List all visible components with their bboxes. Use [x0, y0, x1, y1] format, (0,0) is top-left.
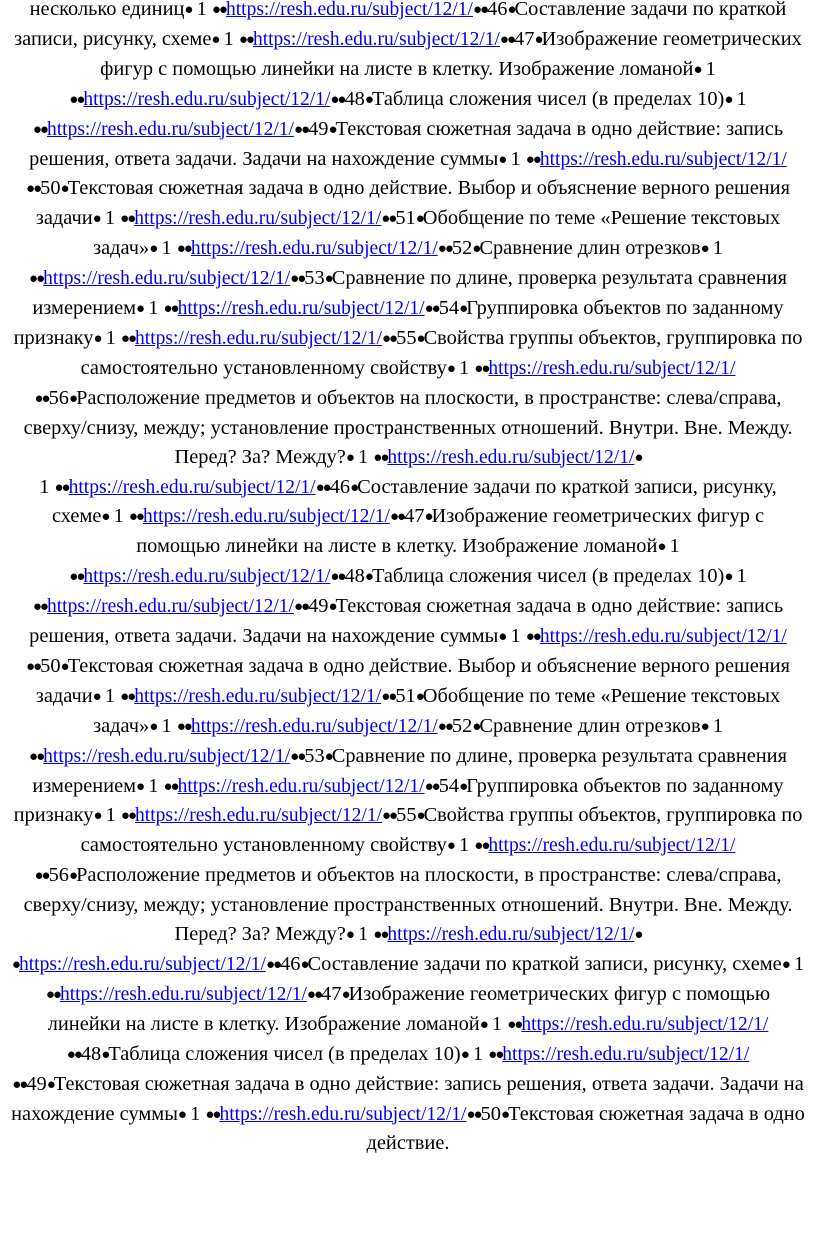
body-text: 55 — [396, 804, 417, 827]
bullet-icon: ● — [93, 808, 101, 825]
double-bullet-icon: ●● — [29, 748, 44, 765]
body-text: 51 — [395, 207, 416, 230]
body-text: Изображение геометрических фигур с помощью линейки на листе в клетку. Изображение ломаной — [136, 505, 765, 558]
bullet-icon: ● — [69, 868, 77, 885]
double-bullet-icon: ●● — [525, 629, 540, 646]
body-text: 46 — [487, 0, 508, 20]
double-bullet-icon: ●● — [466, 1106, 481, 1123]
bullet-icon: ● — [657, 539, 665, 556]
body-text: 51 — [395, 684, 416, 707]
bullet-icon: ● — [500, 1106, 509, 1123]
bullet-icon: ● — [634, 449, 642, 466]
bullet-icon: ● — [364, 569, 372, 586]
bullet-icon: ● — [136, 301, 144, 318]
bullet-icon: ● — [341, 986, 349, 1003]
double-bullet-icon: ●● — [507, 1016, 522, 1033]
text-paragraph — [14, 476, 803, 946]
body-text: несколько единиц — [29, 0, 185, 20]
bullet-icon: ● — [781, 957, 789, 973]
double-bullet-icon: ●● — [265, 957, 281, 973]
body-text: 47 — [321, 982, 342, 1005]
body-text: 1 — [467, 1042, 489, 1065]
bullet-icon: ● — [364, 91, 372, 108]
body-text: Расположение предметов и объектов на плоскости, в пространстве: слева/справа, сверху/снизу, между; установление пространственных отношений. Внутри. Вне. Между. Перед? За? Между? — [23, 386, 793, 468]
bullet-icon: ● — [472, 718, 480, 735]
body-text: 46 — [280, 953, 301, 975]
resh-link[interactable]: https://resh.edu.ru/subject/12/1/ — [43, 268, 291, 290]
body-text: 47 — [514, 27, 535, 50]
resh-link[interactable]: https://resh.edu.ru/subject/12/1/ — [134, 685, 382, 707]
double-bullet-icon: ●● — [205, 1106, 220, 1123]
double-bullet-icon: ●● — [373, 927, 388, 944]
double-bullet-icon: ●● — [26, 181, 41, 198]
double-bullet-icon: ●● — [499, 31, 515, 48]
double-bullet-icon: ●● — [437, 718, 452, 735]
body-text: 1 — [352, 445, 374, 468]
body-text: Сравнение длин отрезков — [479, 237, 701, 260]
body-text: 49 — [308, 595, 329, 618]
double-bullet-icon: ●● — [382, 330, 397, 347]
body-text: Группировка объектов по заданному признаку — [13, 774, 784, 827]
body-text: 53 — [304, 744, 325, 767]
body-text: Обобщение по теме «Решение текстовых задач» — [93, 207, 781, 260]
body-text: Свойства группы объектов, группировка по самостоятельно установленному свойству — [80, 804, 803, 857]
body-text: 50 — [480, 1102, 501, 1125]
bullet-icon: ● — [60, 658, 68, 675]
double-bullet-icon: ●● — [45, 986, 60, 1003]
resh-link[interactable]: https://resh.edu.ru/subject/12/1/ — [43, 745, 291, 767]
bullet-icon: ● — [446, 838, 454, 855]
resh-link[interactable]: https://resh.edu.ru/subject/12/1/ — [190, 715, 438, 737]
body-text: Текстовая сюжетная задача в одно действие: запись решения, ответа задачи. Задачи на нахождение суммы — [29, 595, 784, 648]
body-text: 52 — [451, 237, 473, 260]
double-bullet-icon: ●● — [424, 301, 439, 318]
body-text: 1 — [707, 237, 723, 260]
double-bullet-icon: ●● — [211, 2, 226, 18]
body-text: 1 — [700, 57, 716, 80]
bullet-icon: ● — [300, 957, 308, 973]
body-text: 50 — [40, 654, 61, 677]
body-text: Изображение геометрических фигур с помощью линейки на листе в клетку. Изображение ломаной — [100, 27, 802, 80]
resh-link[interactable]: https://resh.edu.ru/subject/12/1/ — [219, 1103, 467, 1125]
double-bullet-icon: ●● — [474, 838, 489, 855]
double-bullet-icon: ●● — [34, 868, 49, 885]
body-text: Обобщение по теме «Решение текстовых задач» — [93, 684, 781, 737]
body-text: 56 — [48, 386, 69, 409]
body-text: Свойства группы объектов, группировка по самостоятельно установленному свойству — [80, 326, 803, 379]
double-bullet-icon: ●● — [54, 479, 69, 496]
double-bullet-icon: ●● — [472, 2, 488, 18]
double-bullet-icon: ●● — [128, 509, 143, 526]
body-text: Сравнение длин отрезков — [479, 714, 701, 737]
text-paragraph — [14, 0, 803, 468]
double-bullet-icon: ●● — [66, 1046, 81, 1063]
body-text: 52 — [451, 714, 473, 737]
body-text: 1 — [108, 505, 129, 528]
double-bullet-icon: ●● — [381, 211, 396, 228]
bullet-icon: ● — [328, 121, 336, 138]
double-bullet-icon: ●● — [120, 330, 136, 347]
body-text: 49 — [308, 117, 329, 140]
double-bullet-icon: ●● — [32, 599, 47, 616]
body-text: 54 — [438, 774, 460, 797]
double-bullet-icon: ●● — [238, 31, 253, 48]
double-bullet-icon: ●● — [69, 569, 84, 586]
double-bullet-icon: ●● — [163, 778, 178, 795]
bullet-icon: ● — [69, 390, 77, 407]
bullet-icon: ● — [60, 181, 68, 198]
bullet-icon: ● — [324, 271, 332, 288]
resh-link[interactable]: https://resh.edu.ru/subject/12/1/ — [225, 0, 473, 20]
resh-link[interactable]: https://resh.edu.ru/subject/12/1/ — [488, 357, 736, 379]
document-text — [10, 0, 806, 1158]
body-text: 48 — [80, 1042, 102, 1065]
bullet-icon: ● — [345, 927, 353, 944]
bullet-icon: ● — [479, 1016, 487, 1033]
resh-link[interactable]: https://resh.edu.ru/subject/12/1/ — [539, 148, 787, 170]
resh-link[interactable]: https://resh.edu.ru/subject/12/1/ — [539, 626, 787, 648]
body-text: 55 — [396, 326, 417, 349]
bullet-icon: ● — [149, 241, 157, 258]
double-bullet-icon: ●● — [34, 390, 49, 407]
body-text: 54 — [438, 297, 460, 320]
body-text: 1 — [707, 714, 723, 737]
body-text: 50 — [40, 177, 61, 200]
bullet-icon: ● — [498, 629, 506, 646]
resh-link[interactable]: https://resh.edu.ru/subject/12/1/ — [46, 118, 294, 140]
resh-link[interactable]: https://resh.edu.ru/subject/12/1/ — [134, 208, 382, 230]
double-bullet-icon: ●● — [176, 241, 191, 258]
double-bullet-icon: ●● — [525, 151, 540, 168]
body-text: 1 — [156, 237, 177, 260]
body-text: 1 — [352, 923, 374, 946]
bullet-icon: ● — [724, 91, 732, 108]
body-text: Таблица сложения чисел (в пределах 10) — [371, 87, 725, 110]
body-text: Составление задачи по краткой записи, рисунку, схеме — [14, 0, 787, 50]
bullet-icon: ● — [415, 688, 423, 705]
body-text: 48 — [344, 87, 365, 110]
resh-link[interactable]: https://resh.edu.ru/subject/12/1/ — [177, 298, 425, 320]
bullet-icon: ● — [93, 330, 101, 347]
body-text: Составление задачи по краткой записи, рисунку, схеме — [51, 475, 777, 528]
bullet-icon: ● — [534, 31, 542, 48]
double-bullet-icon: ●● — [330, 569, 345, 586]
double-bullet-icon: ●● — [315, 479, 330, 496]
body-text: 46 — [329, 475, 351, 498]
body-text: 1 — [100, 326, 121, 349]
double-bullet-icon: ●● — [330, 91, 345, 108]
bullet-icon: ● — [149, 718, 157, 735]
bullet-icon: ● — [345, 449, 353, 466]
bullet-icon: ● — [472, 241, 480, 258]
body-text: 1 — [731, 565, 747, 588]
bullet-icon: ● — [507, 2, 515, 18]
bullet-icon: ● — [460, 1046, 468, 1063]
bullet-icon: ● — [324, 748, 332, 765]
bullet-icon: ● — [177, 1106, 185, 1123]
body-text: 47 — [404, 505, 425, 528]
double-bullet-icon: ●● — [163, 301, 178, 318]
double-bullet-icon: ●● — [381, 688, 396, 705]
double-bullet-icon: ●● — [120, 808, 136, 825]
body-text: Таблица сложения чисел (в пределах 10) — [371, 565, 725, 588]
body-text: 48 — [344, 565, 365, 588]
body-text: Таблица сложения чисел (в пределах 10) — [108, 1042, 461, 1065]
double-bullet-icon: ●● — [373, 449, 388, 466]
body-text: 49 — [26, 1072, 47, 1095]
body-text: 1 — [184, 1102, 206, 1125]
bullet-icon: ● — [498, 151, 506, 168]
resh-link[interactable]: https://resh.edu.ru/subject/12/1/ — [83, 88, 331, 110]
bullet-icon: ● — [92, 211, 100, 228]
resh-link[interactable]: https://resh.edu.ru/subject/12/1/ — [252, 28, 500, 50]
body-text: 56 — [48, 864, 69, 887]
body-text: 1 — [100, 804, 121, 827]
resh-link[interactable]: https://resh.edu.ru/subject/12/1/ — [68, 476, 316, 498]
double-bullet-icon: ●● — [424, 778, 439, 795]
bullet-icon: ● — [136, 778, 144, 795]
bullet-icon: ● — [693, 61, 701, 78]
body-text: Текстовая сюжетная задача в одно действие. Выбор и объяснение верного решения задачи — [35, 654, 790, 707]
double-bullet-icon: ●● — [488, 1046, 503, 1063]
bullet-icon: ● — [700, 718, 708, 735]
resh-link[interactable]: https://resh.edu.ru/subject/12/1/ — [59, 983, 307, 1005]
body-text: 53 — [304, 267, 325, 290]
resh-link[interactable]: https://resh.edu.ru/subject/12/1/ — [83, 566, 331, 588]
body-text: Текстовая сюжетная задача в одно действие: запись решения, ответа задачи. Задачи на нахождение суммы — [29, 117, 784, 170]
resh-link[interactable]: https://resh.edu.ru/subject/12/1/ — [488, 835, 736, 857]
bullet-icon: ● — [424, 509, 432, 526]
double-bullet-icon: ●● — [69, 91, 84, 108]
body-text: Изображение геометрических фигур с помощью линейки на листе в клетку. Изображение ломаной — [47, 982, 771, 1035]
body-text: 1 — [218, 27, 239, 50]
body-text: 1 — [486, 1012, 508, 1035]
resh-link[interactable]: https://resh.edu.ru/subject/12/1/ — [143, 506, 390, 528]
resh-link[interactable]: https://resh.edu.ru/subject/12/1/ — [387, 924, 635, 946]
double-bullet-icon: ●● — [29, 271, 44, 288]
body-text: 1 — [505, 625, 526, 648]
bullet-icon: ● — [416, 808, 424, 825]
body-text: Составление задачи по краткой записи, рисунку, схеме — [307, 953, 782, 975]
bullet-icon: ● — [101, 1046, 109, 1063]
double-bullet-icon: ●● — [474, 360, 489, 377]
double-bullet-icon: ●● — [120, 688, 135, 705]
body-text: Группировка объектов по заданному признаку — [13, 297, 784, 349]
double-bullet-icon: ●● — [306, 986, 322, 1003]
bullet-icon: ● — [459, 778, 467, 795]
resh-link[interactable]: https://resh.edu.ru/subject/12/1/ — [387, 446, 635, 468]
resh-link[interactable]: https://resh.edu.ru/subject/12/1/ — [135, 805, 382, 827]
body-text: 1 — [453, 356, 475, 379]
double-bullet-icon: ●● — [382, 808, 397, 825]
bullet-icon: ● — [416, 330, 424, 347]
body-text: 1 — [731, 87, 747, 110]
bullet-icon: ● — [101, 509, 109, 526]
body-text: 1 — [191, 0, 212, 20]
double-bullet-icon: ●● — [176, 718, 191, 735]
bullet-icon: ● — [634, 927, 642, 944]
resh-link[interactable]: https://resh.edu.ru/subject/12/1/ — [521, 1013, 769, 1035]
body-text: Текстовая сюжетная задача в одно действие: запись решения, ответа задачи. Задачи на нахождение суммы — [11, 1072, 804, 1125]
resh-link[interactable]: https://resh.edu.ru/subject/12/1/ — [177, 775, 425, 797]
bullet-icon: ● — [724, 569, 732, 586]
bullet-icon: ● — [700, 241, 708, 258]
bullet-icon: ● — [415, 211, 423, 228]
bullet-icon: ● — [459, 301, 467, 318]
body-text: 1 — [99, 684, 121, 707]
double-bullet-icon: ●● — [26, 658, 41, 675]
bullet-icon: ● — [350, 479, 358, 496]
bullet-icon: ● — [211, 31, 219, 48]
bullet-icon: ● — [328, 599, 336, 616]
body-text: 1 — [143, 297, 164, 320]
body-text: Сравнение по длине, проверка результата сравнения измерением — [32, 744, 787, 797]
double-bullet-icon: ●● — [290, 271, 305, 288]
resh-link[interactable]: https://resh.edu.ru/subject/12/1/ — [46, 596, 294, 618]
double-bullet-icon: ●● — [290, 748, 305, 765]
bullet-icon: ● — [11, 957, 19, 973]
double-bullet-icon: ●● — [389, 509, 405, 526]
body-text: 1 — [664, 535, 680, 558]
body-text: Расположение предметов и объектов на плоскости, в пространстве: слева/справа, сверху/снизу, между; установление пространственных отношений. Внутри. Вне. Между. Перед? За? Между? — [23, 864, 793, 946]
body-text: 1 — [143, 774, 164, 797]
double-bullet-icon: ●● — [293, 121, 309, 138]
body-text: 1 — [39, 475, 55, 498]
body-text: Текстовая сюжетная задача в одно действие. Выбор и объяснение верного решения задачи — [35, 177, 790, 230]
double-bullet-icon: ●● — [12, 1076, 27, 1093]
resh-link[interactable]: https://resh.edu.ru/subject/12/1/ — [135, 327, 382, 349]
resh-link[interactable]: https://resh.edu.ru/subject/12/1/ — [18, 954, 266, 975]
double-bullet-icon: ●● — [120, 211, 135, 228]
bullet-icon: ● — [46, 1076, 54, 1093]
double-bullet-icon: ●● — [293, 599, 309, 616]
body-text: 1 — [505, 147, 526, 170]
double-bullet-icon: ●● — [437, 241, 452, 258]
bullet-icon: ● — [92, 688, 100, 705]
body-text: 1 — [453, 834, 475, 857]
body-text: 1 — [99, 207, 121, 230]
text-paragraph — [11, 953, 805, 1154]
body-text: 1 — [788, 953, 805, 975]
bullet-icon: ● — [446, 360, 454, 377]
body-text: Текстовая сюжетная задача в одно действие. — [366, 1102, 805, 1155]
body-text: Сравнение по длине, проверка результата сравнения измерением — [32, 267, 787, 320]
resh-link[interactable]: https://resh.edu.ru/subject/12/1/ — [502, 1043, 750, 1065]
body-text: 1 — [156, 714, 177, 737]
double-bullet-icon: ●● — [32, 121, 47, 138]
bullet-icon: ● — [184, 2, 192, 18]
resh-link[interactable]: https://resh.edu.ru/subject/12/1/ — [190, 238, 438, 260]
